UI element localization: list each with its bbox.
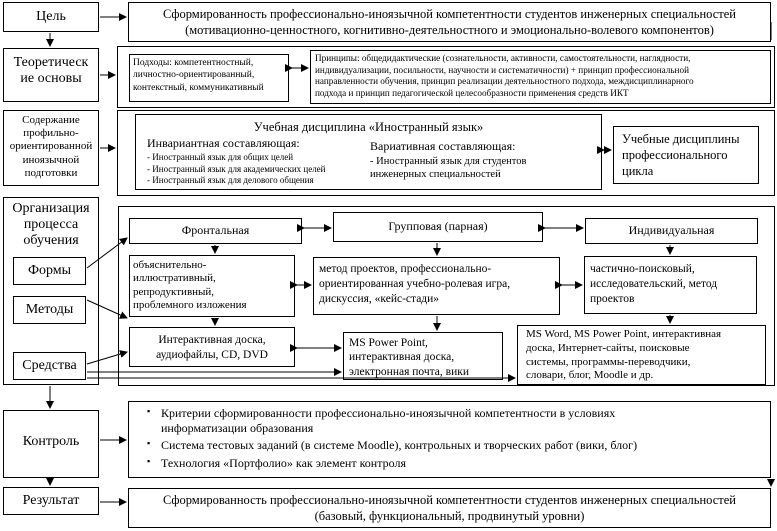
content-label-box — [3, 110, 99, 186]
form-individual-box — [585, 218, 758, 244]
methods-label: Методы — [25, 302, 74, 317]
discipline-title: Учебная дисциплина «Иностранный язык» — [253, 120, 484, 134]
method-frontal-box — [129, 255, 295, 317]
goal-box — [128, 2, 771, 42]
control-item: ▪ Система тестовых заданий (в системе Moodle), контрольных и творческих работ (вики, блог) — [161, 438, 637, 453]
control-item: ▪ Критерии сформированности профессионально-иноязычной компетентности в условиях информатизации образования — [161, 406, 637, 435]
control-label: Контроль — [22, 434, 80, 449]
forms-label-box — [13, 257, 86, 285]
method-group-box — [313, 257, 560, 315]
variative-title: Вариативная составляющая: — [370, 139, 516, 153]
principles-text: Принципы: общедидактические (сознательности, активности, самостоятельности, наглядности, индивидуализации, посильности, научности и систематичности) + принцип профессиональной направленности обучения, принцип реализации деятельностного подхода, междисциплинарного подхода и принцип педагогической целесообразности применения средств ИКТ — [315, 53, 694, 98]
invariant-title: Инвариантная составляющая: — [147, 136, 300, 150]
means-label-box — [13, 352, 86, 380]
content-label: Содержание профильно- ориентированной иноязычной подготовки — [9, 114, 93, 179]
means-group-box — [343, 332, 503, 380]
control-label-box — [3, 410, 99, 478]
method-individual: частично-поисковый, исследовательский, метод проектов — [590, 263, 718, 305]
goal-label-box — [3, 2, 99, 32]
control-item: ▪ Технология «Портфолио» как элемент контроля — [161, 456, 637, 471]
means-group: MS Power Point, интерактивная доска, электронная почта, вики — [349, 337, 469, 378]
control-list — [143, 406, 637, 471]
theory-label: Теоретическ ие основы — [13, 55, 89, 87]
form-group: Групповая (парная) — [388, 219, 488, 233]
methods-label-box — [13, 296, 86, 324]
result-text: Сформированность профессионально-иноязычной компетентности студентов инженерных специальностей (базовый, функциональный, продвинутый уровни) — [163, 493, 736, 524]
means-individual-box — [517, 325, 766, 385]
forms-label: Формы — [27, 263, 72, 278]
goal-label: Цель — [36, 9, 66, 24]
principles-box — [310, 50, 771, 104]
result-label: Результат — [22, 493, 80, 508]
result-box — [128, 488, 771, 528]
organization-label: Организация процесса обучения — [12, 201, 90, 249]
goal-text: Сформированность профессионально-иноязычной компетентности студентов инженерных специальностей (мотивационно-ценностного, когнитивно-деятельностного и эмоционально-волевого компонентов) — [163, 7, 736, 38]
method-individual-box — [584, 256, 757, 314]
method-frontal: объяснительно- иллюстративный, репродуктивный, проблемного изложения — [133, 259, 247, 312]
variative-items: - Иностранный язык для студентов инженерных специальностей — [370, 156, 527, 181]
form-individual: Индивидуальная — [628, 223, 715, 237]
method-group: метод проектов, профессионально- ориентированная учебно-ролевая игра, дискуссия, «кейс-стади» — [319, 263, 511, 305]
means-frontal-box — [129, 327, 295, 367]
means-frontal: Интерактивная доска, аудиофайлы, CD, DVD — [156, 334, 268, 361]
theory-label-box — [3, 48, 99, 102]
professional-disciplines-text: Учебные дисциплины профессионального цикла — [622, 132, 740, 178]
form-group-box — [333, 212, 543, 242]
discipline-box — [135, 114, 602, 190]
result-label-box — [3, 487, 99, 515]
professional-disciplines-box — [613, 126, 759, 184]
invariant-items: - Иностранный язык для общих целей - Иностранный язык для академических целей - Иностранный язык для делового общения — [147, 152, 326, 186]
form-frontal-box — [129, 218, 302, 244]
form-frontal: Фронтальная — [181, 223, 250, 237]
means-individual: MS Word, MS Power Point, интерактивная доска, Интернет-сайты, поисковые системы, программы-переводчики, словари, блог, Moodle и др. — [526, 328, 722, 382]
means-label: Средства — [22, 358, 77, 373]
control-box — [128, 401, 771, 478]
approaches-text: Подходы: компетентностный, личностно-ориентированный, контекстный, коммуникативный — [133, 58, 264, 93]
approaches-box — [129, 54, 289, 102]
